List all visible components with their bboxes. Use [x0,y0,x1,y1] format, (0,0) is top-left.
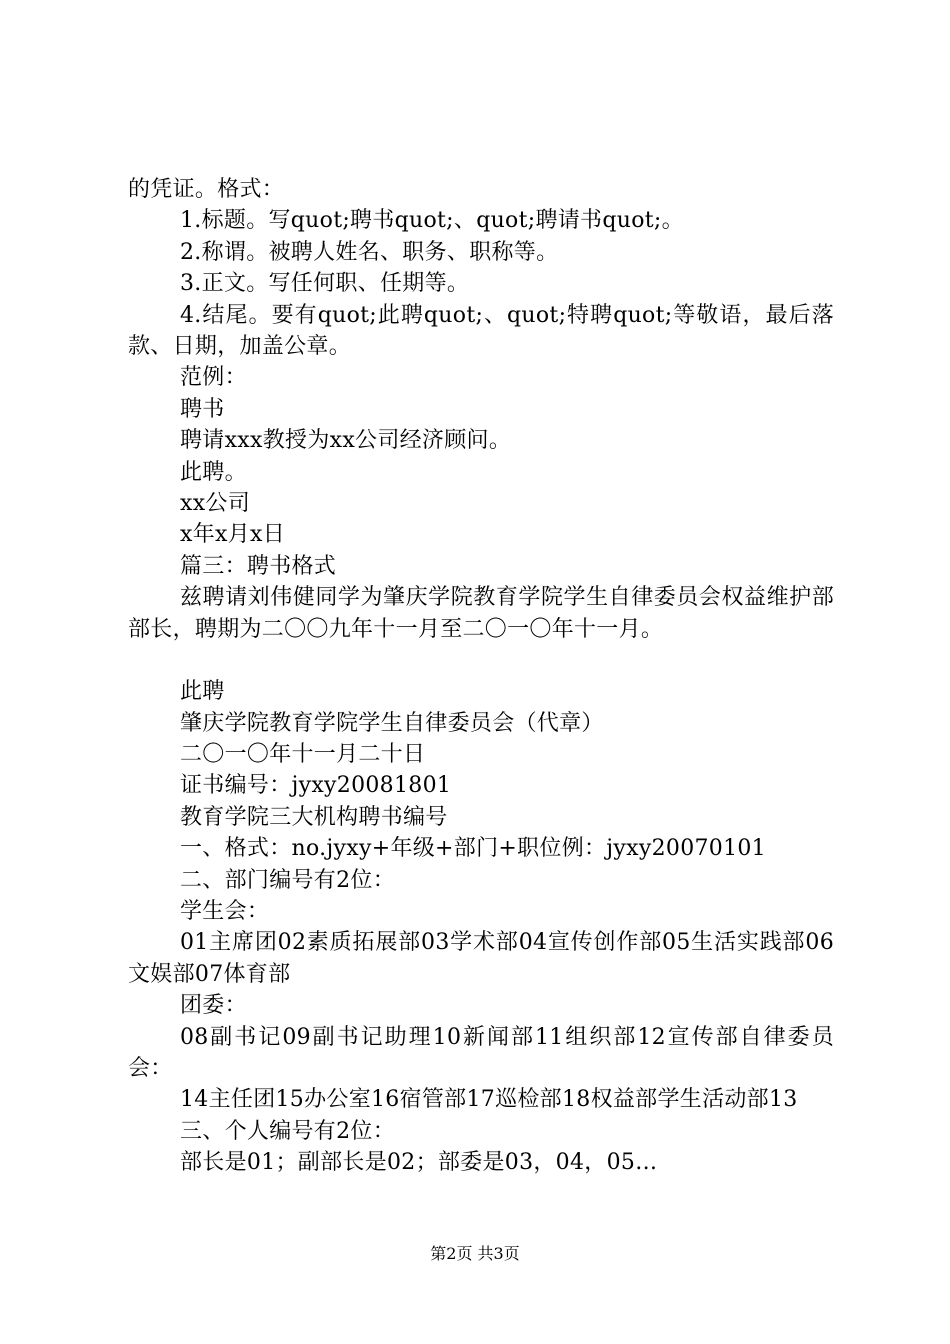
text-line: 一、格式：no.jyxy+年级+部门+职位例：jyxy20070101 [180,836,766,862]
page-footer: 第2页 共3页 [430,1244,520,1263]
text-line: 聘书 [180,396,225,422]
text-line: 肇庆学院教育学院学生自律委员会（代章） [180,710,604,736]
text-line: 部长是01；副部长是02；部委是03，04，05… [180,1150,658,1176]
text-paragraph: 01主席团02素质拓展部03学术部04宣传创作部05生活实践部06文娱部07体育部 [128,930,834,987]
text-line: 证书编号：jyxy20081801 [180,773,452,799]
text-paragraph: 14主任团15办公室16宿管部17巡检部18权益部学生活动部13 [180,1087,798,1113]
text-line: 2.称谓。被聘人姓名、职务、职称等。 [180,239,559,265]
text-line: 聘请xxx教授为xx公司经济顾问。 [180,428,512,454]
text-paragraph: 08副书记09副书记助理10新闻部11组织部12宣传部自律委员会： [128,1024,834,1082]
text-line: xx公司 [180,490,251,516]
text-line: 团委： [180,993,247,1019]
blank-line [128,645,834,676]
text-line: x年x月x日 [180,522,286,548]
document-body [128,174,834,1179]
text-paragraph: 兹聘请刘伟健同学为肇庆学院教育学院学生自律委员会权益维护部部长，聘期为二〇〇九年十一月至二〇一〇年十一月。 [128,585,834,642]
text-line: 学生会： [180,899,270,925]
section-heading: 篇三：聘书格式 [180,553,337,579]
text-line: 范例： [180,365,247,391]
text-line: 此聘。 [180,459,247,485]
text-paragraph: 4.结尾。要有quot;此聘quot;、quot;特聘quot;等敬语，最后落款、日期，加盖公章。 [128,302,834,359]
text-line: 三、个人编号有2位： [180,1118,395,1144]
text-line: 教育学院三大机构聘书编号 [180,804,448,830]
text-line: 3.正文。写任何职、任期等。 [180,271,470,297]
text-line: 二、部门编号有2位： [180,867,395,893]
text-line: 的凭证。格式： [128,177,285,202]
text-line: 二〇一〇年十一月二十日 [180,742,426,768]
text-line: 1.标题。写quot;聘书quot;、quot;聘请书quot;。 [180,208,684,234]
text-line: 此聘 [180,679,225,705]
